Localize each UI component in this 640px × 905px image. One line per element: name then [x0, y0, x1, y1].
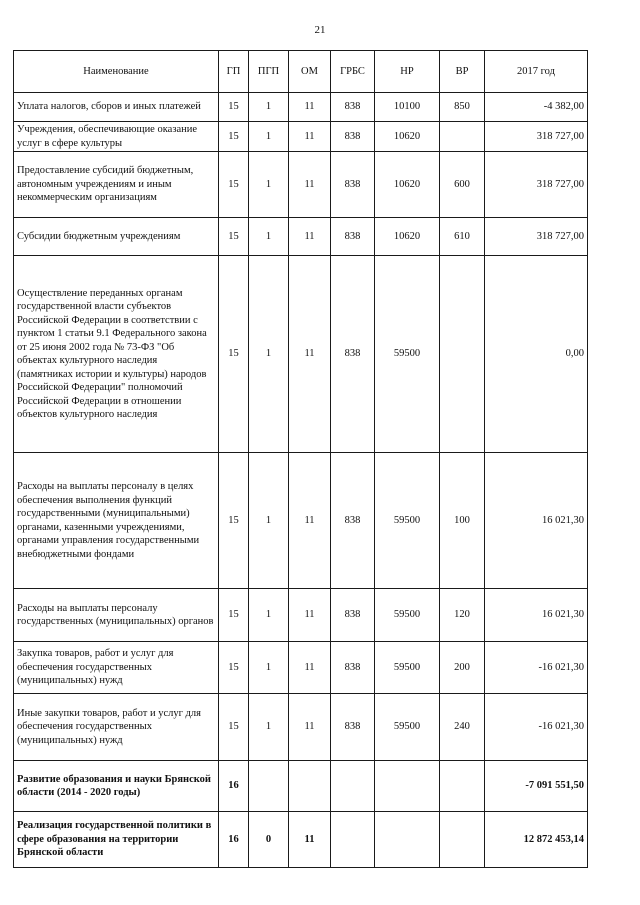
row-name: Уплата налогов, сборов и иных платежей: [14, 93, 219, 122]
row-nr: 59500: [375, 694, 440, 761]
row-name: Развитие образования и науки Брянской области (2014 - 2020 годы): [14, 761, 219, 812]
row-pgp: 1: [249, 256, 289, 453]
row-om: 11: [289, 694, 331, 761]
row-vr: [440, 122, 485, 152]
row-nr: 10620: [375, 218, 440, 256]
row-grbs: 838: [331, 93, 375, 122]
row-nr: [375, 812, 440, 868]
row-vr: 200: [440, 642, 485, 694]
row-amount: -7 091 551,50: [485, 761, 588, 812]
table-row: [14, 761, 588, 812]
row-grbs: 838: [331, 152, 375, 218]
row-nr: 10620: [375, 152, 440, 218]
row-gp: 16: [219, 761, 249, 812]
row-grbs: 838: [331, 256, 375, 453]
row-nr: 59500: [375, 453, 440, 589]
row-name: Расходы на выплаты персоналу в целях обеспечения выполнения функций государственными (муниципальными) органами, казенными учреждениями, органами управления государственными внебюджетными фондами: [14, 453, 219, 589]
table-row: [14, 642, 588, 694]
row-om: 11: [289, 93, 331, 122]
row-pgp: 1: [249, 152, 289, 218]
header-gp: ГП: [219, 51, 249, 93]
row-gp: 15: [219, 694, 249, 761]
row-vr: 850: [440, 93, 485, 122]
row-grbs: 838: [331, 218, 375, 256]
table-row: [14, 122, 588, 152]
table-row: [14, 453, 588, 589]
row-name: Предоставление субсидий бюджетным, автономным учреждениям и иным некоммерческим организациям: [14, 152, 219, 218]
row-gp: 15: [219, 589, 249, 642]
row-grbs: 838: [331, 453, 375, 589]
row-name: Учреждения, обеспечивающие оказание услуг в сфере культуры: [14, 122, 219, 152]
row-pgp: 1: [249, 453, 289, 589]
row-amount: -16 021,30: [485, 642, 588, 694]
budget-table: [13, 50, 588, 868]
header-year: 2017 год: [485, 51, 588, 93]
header-om: ОМ: [289, 51, 331, 93]
row-name: Расходы на выплаты персоналу государственных (муниципальных) органов: [14, 589, 219, 642]
row-amount: -16 021,30: [485, 694, 588, 761]
header-vr: ВР: [440, 51, 485, 93]
row-amount: -4 382,00: [485, 93, 588, 122]
row-vr: 600: [440, 152, 485, 218]
row-grbs: 838: [331, 642, 375, 694]
row-pgp: 1: [249, 589, 289, 642]
row-vr: [440, 812, 485, 868]
row-gp: 15: [219, 218, 249, 256]
row-name: Осуществление переданных органам государственной власти субъектов Российской Федерации в соответствии с пунктом 1 статьи 9.1 Федерального закона от 25 июня 2002 года № 73-ФЗ "Об объектах культурного наследия (памятниках истории и культуры) народов Российской Федерации" полномочий Российской Федерации в отношении объектов культурного наследия: [14, 256, 219, 453]
row-nr: 59500: [375, 642, 440, 694]
row-pgp: 1: [249, 218, 289, 256]
table-row: [14, 256, 588, 453]
table-row: [14, 152, 588, 218]
row-gp: 15: [219, 93, 249, 122]
row-gp: 15: [219, 152, 249, 218]
table-row: [14, 694, 588, 761]
row-grbs: 838: [331, 122, 375, 152]
row-name: Закупка товаров, работ и услуг для обеспечения государственных (муниципальных) нужд: [14, 642, 219, 694]
row-name: Иные закупки товаров, работ и услуг для обеспечения государственных (муниципальных) нужд: [14, 694, 219, 761]
row-om: 11: [289, 453, 331, 589]
row-pgp: [249, 761, 289, 812]
row-amount: 12 872 453,14: [485, 812, 588, 868]
row-nr: 10620: [375, 122, 440, 152]
page-number: 21: [314, 24, 326, 36]
row-om: 11: [289, 642, 331, 694]
table-row: [14, 589, 588, 642]
row-om: 11: [289, 218, 331, 256]
row-om: 11: [289, 256, 331, 453]
row-om: [289, 761, 331, 812]
header-pgp: ПГП: [249, 51, 289, 93]
row-grbs: [331, 761, 375, 812]
table-row: [14, 218, 588, 256]
row-amount: 318 727,00: [485, 152, 588, 218]
table-row: [14, 812, 588, 868]
row-gp: 15: [219, 453, 249, 589]
header-name: Наименование: [14, 51, 219, 93]
row-vr: 610: [440, 218, 485, 256]
row-amount: 16 021,30: [485, 589, 588, 642]
row-name: Реализация государственной политики в сфере образования на территории Брянской области: [14, 812, 219, 868]
row-vr: 100: [440, 453, 485, 589]
row-vr: [440, 761, 485, 812]
row-gp: 15: [219, 256, 249, 453]
header-nr: НР: [375, 51, 440, 93]
row-grbs: 838: [331, 589, 375, 642]
row-pgp: 1: [249, 694, 289, 761]
row-pgp: 1: [249, 93, 289, 122]
row-pgp: 1: [249, 122, 289, 152]
row-om: 11: [289, 589, 331, 642]
row-nr: 59500: [375, 589, 440, 642]
row-om: 11: [289, 812, 331, 868]
row-amount: 16 021,30: [485, 453, 588, 589]
header-row: [14, 51, 588, 93]
row-gp: 16: [219, 812, 249, 868]
row-vr: 240: [440, 694, 485, 761]
row-om: 11: [289, 122, 331, 152]
row-amount: 318 727,00: [485, 122, 588, 152]
row-pgp: 1: [249, 642, 289, 694]
header-grbs: ГРБС: [331, 51, 375, 93]
row-gp: 15: [219, 642, 249, 694]
row-grbs: [331, 812, 375, 868]
row-name: Субсидии бюджетным учреждениям: [14, 218, 219, 256]
row-nr: 10100: [375, 93, 440, 122]
row-vr: [440, 256, 485, 453]
row-om: 11: [289, 152, 331, 218]
row-nr: 59500: [375, 256, 440, 453]
row-gp: 15: [219, 122, 249, 152]
row-nr: [375, 761, 440, 812]
row-vr: 120: [440, 589, 485, 642]
row-amount: 0,00: [485, 256, 588, 453]
row-grbs: 838: [331, 694, 375, 761]
table-row: [14, 93, 588, 122]
row-pgp: 0: [249, 812, 289, 868]
row-amount: 318 727,00: [485, 218, 588, 256]
